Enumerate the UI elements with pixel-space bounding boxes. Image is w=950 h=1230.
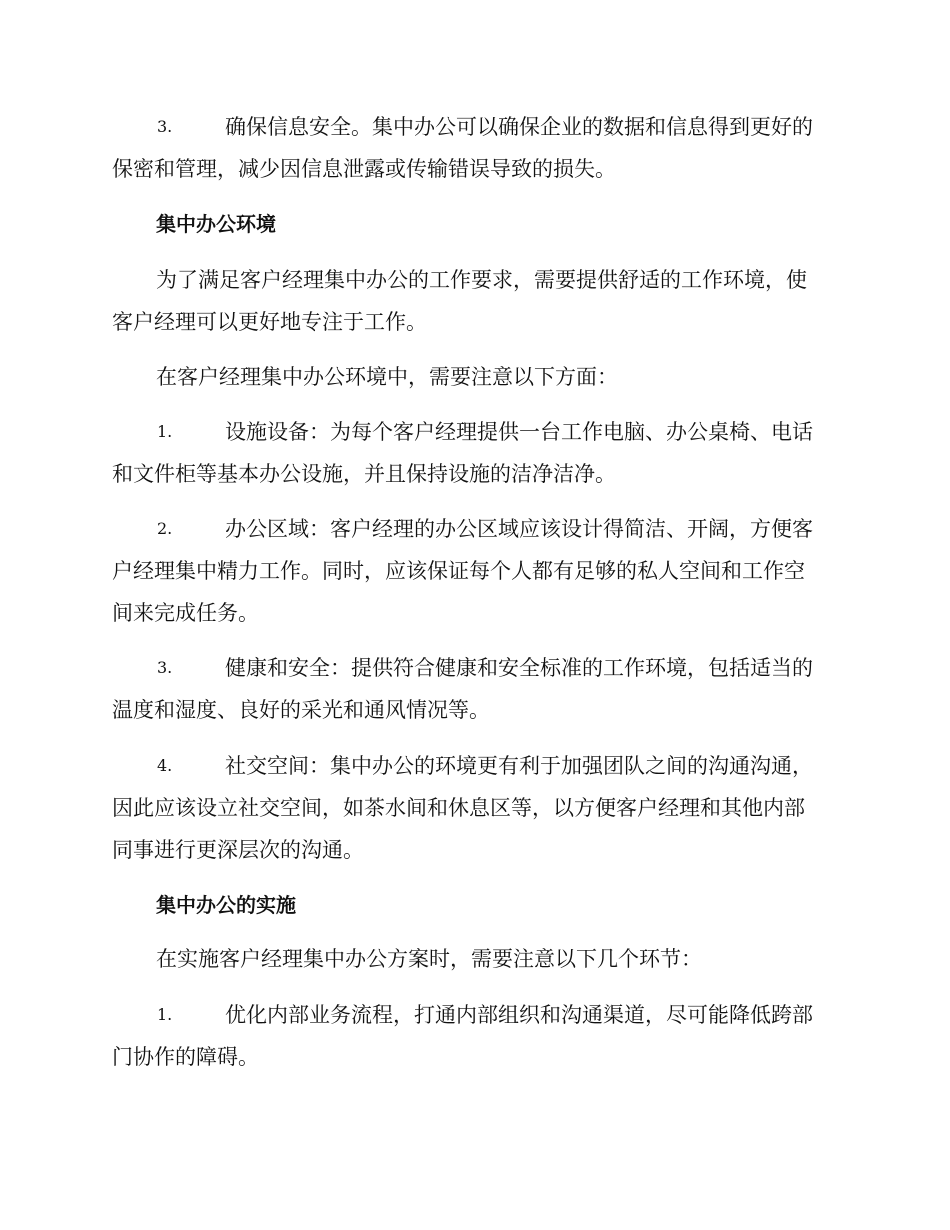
text-line: 户经理集中精力工作。同时，应该保证每个人都有足够的私人空间和工作空: [112, 559, 805, 583]
list-item: [112, 411, 834, 495]
text-line: 客户经理可以更好地专注于工作。: [112, 310, 427, 334]
list-item: [112, 994, 834, 1078]
text-line: 健康和安全：提供符合健康和安全标准的工作环境，包括适当的: [225, 656, 813, 680]
list-number: 3.: [157, 658, 173, 677]
list-number: 1.: [157, 422, 173, 441]
text-line: 和文件柜等基本办公设施，并且保持设施的洁净洁净。: [112, 462, 616, 486]
text-line: 优化内部业务流程，打通内部组织和沟通渠道，尽可能降低跨部: [225, 1003, 813, 1027]
list-item: [112, 745, 834, 871]
paragraph: [112, 259, 834, 343]
text-line: 社交空间：集中办公的环境更有利于加强团队之间的沟通沟通，: [225, 754, 813, 778]
text-line: 确保信息安全。集中办公可以确保企业的数据和信息得到更好的: [225, 115, 813, 139]
list-item: [112, 106, 834, 190]
text-line: 因此应该设立社交空间，如茶水间和休息区等，以方便客户经理和其他内部: [112, 796, 805, 820]
text-line: 在实施客户经理集中办公方案时，需要注意以下几个环节：: [156, 947, 702, 971]
text-line: 门协作的障碍。: [112, 1045, 259, 1069]
text-line: 同事进行更深层次的沟通。: [112, 838, 364, 862]
text-line: 在客户经理集中办公环境中，需要注意以下方面：: [156, 365, 618, 389]
text-line: 温度和湿度、良好的采光和通风情况等。: [112, 698, 490, 722]
list-number: 3.: [157, 117, 173, 136]
list-item: [112, 508, 834, 634]
list-number: 2.: [157, 519, 173, 538]
paragraph: [112, 938, 834, 980]
list-number: 1.: [157, 1005, 173, 1024]
list-number: 4.: [157, 756, 173, 775]
text-line: 保密和管理，减少因信息泄露或传输错误导致的损失。: [112, 157, 616, 181]
text-line: 间来完成任务。: [112, 601, 259, 625]
list-item: [112, 647, 834, 731]
section-heading: 集中办公环境: [156, 212, 276, 236]
text-line: 办公区域：客户经理的办公区域应该设计得简洁、开阔，方便客: [225, 517, 813, 541]
text-line: 设施设备：为每个客户经理提供一台工作电脑、办公桌椅、电话: [225, 420, 813, 444]
section-heading: 集中办公的实施: [156, 893, 296, 917]
paragraph: [112, 356, 834, 398]
text-line: 为了满足客户经理集中办公的工作要求，需要提供舒适的工作环境，使: [156, 268, 807, 292]
